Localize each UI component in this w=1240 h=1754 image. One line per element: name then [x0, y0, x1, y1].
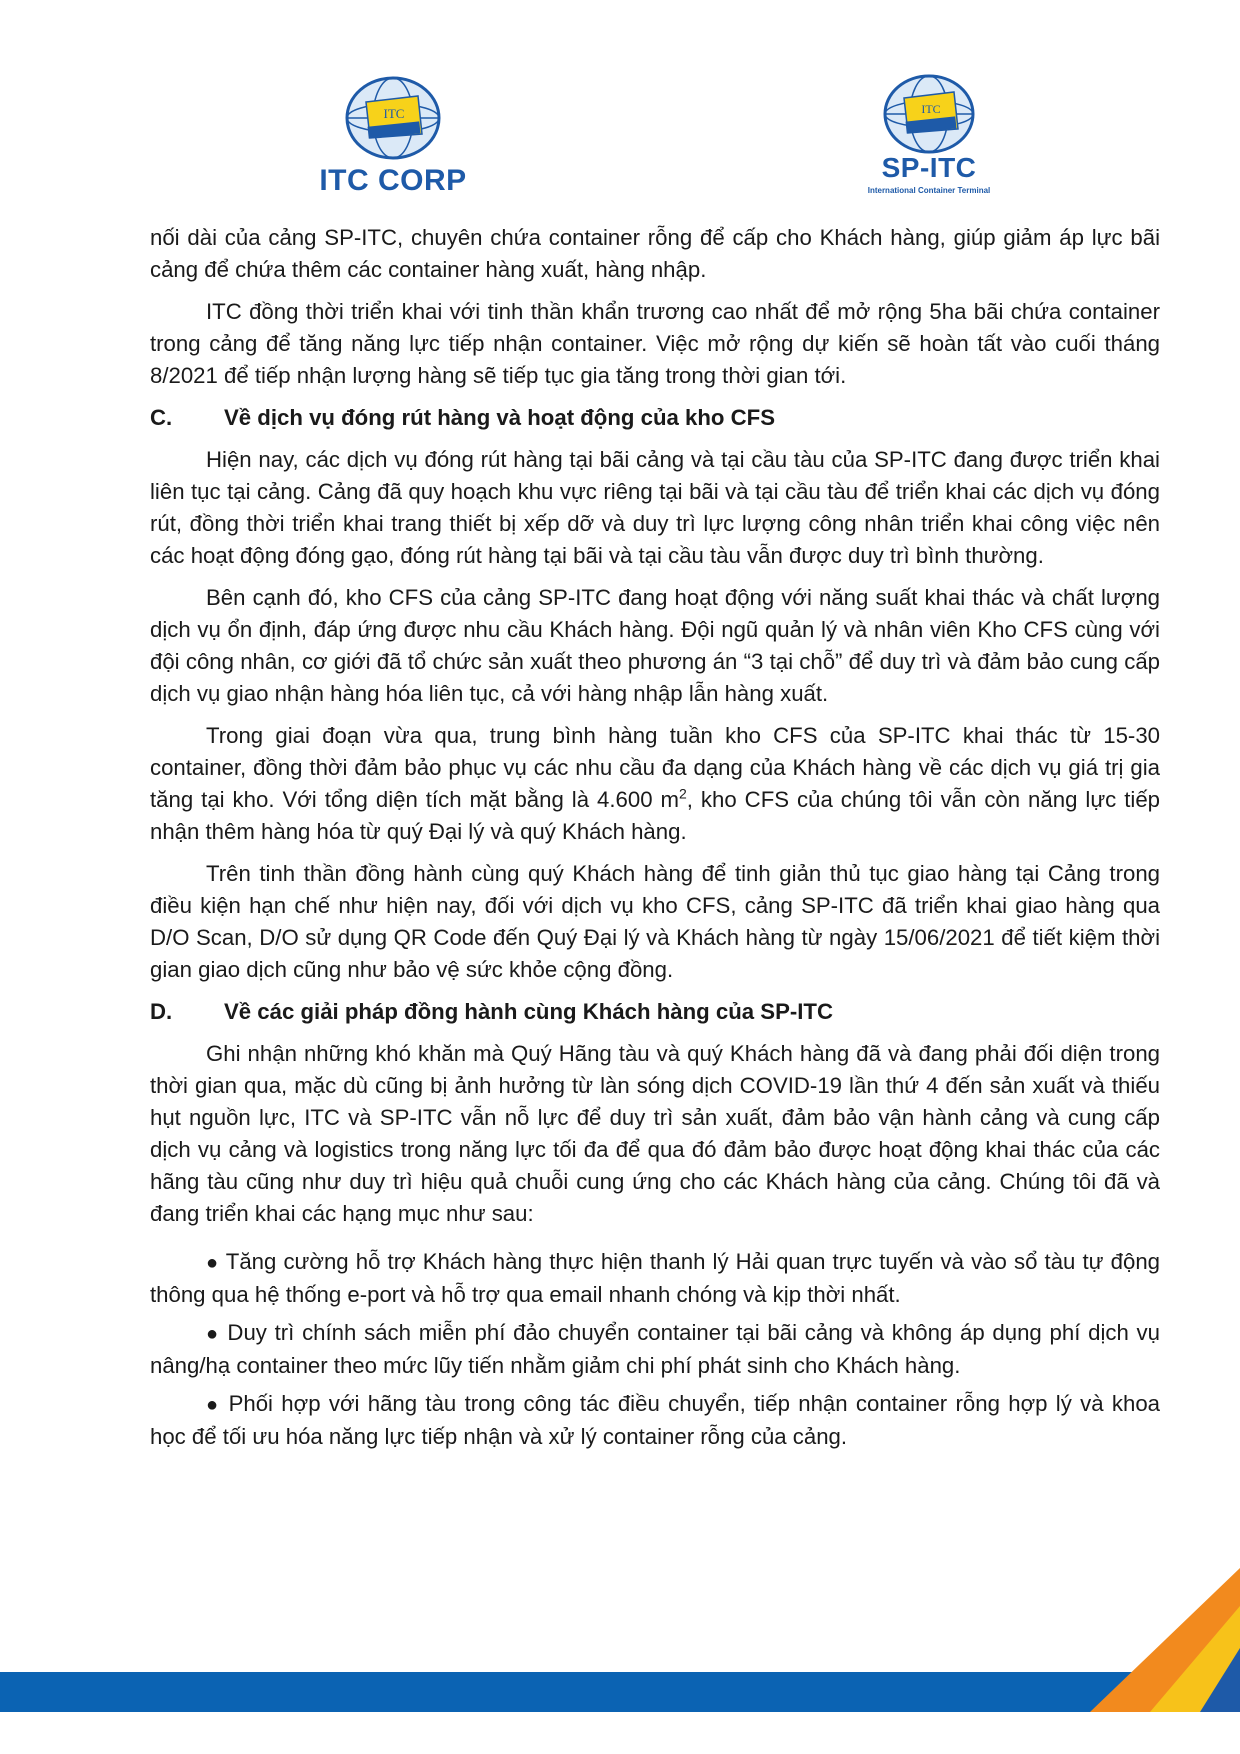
- list-item-text: Phối hợp với hãng tàu trong công tác điều chuyển, tiếp nhận container rỗng hợp lý và khoa học để tối ưu hóa năng lực tiếp nhận và xử lý container rỗng của cảng.: [150, 1391, 1160, 1449]
- bullet-icon: ●: [206, 1394, 221, 1416]
- bullet-icon: ●: [206, 1323, 220, 1345]
- footer-decoration: [0, 1568, 1240, 1754]
- paragraph-3: Hiện nay, các dịch vụ đóng rút hàng tại bãi cảng và tại cầu tàu của SP-ITC đang được triển khai liên tục tại cảng. Cảng đã quy hoạch khu vực riêng tại bãi và tại cầu tàu để triển khai các dịch vụ đóng rút, đồng thời triển khai trang thiết bị xếp dỡ và duy trì lực lượng công nhân triển khai công việc nên các hoạt động đóng gạo, đóng rút hàng tại bãi và tại cầu tàu vẫn được duy trì bình thường.: [150, 447, 1160, 568]
- svg-text:ITC: ITC: [383, 106, 405, 121]
- sp-itc-subtitle: International Container Terminal: [867, 186, 991, 195]
- sp-itc-wordmark: SP-ITC: [881, 152, 977, 183]
- itc-corp-wordmark: ITC CORP: [319, 164, 467, 197]
- section-heading-c: [150, 402, 1160, 434]
- sp-itc-logo: [854, 72, 1004, 198]
- paragraph-5-end: , kho CFS của chúng tôi vẫn còn năng lực tiếp nhận thêm hàng hóa từ quý Đại lý và quý Khách hàng.: [150, 787, 1161, 844]
- list-item: [150, 1388, 1160, 1453]
- section-letter: C.: [150, 405, 173, 430]
- paragraph-5: [150, 720, 1160, 848]
- list-item: [150, 1246, 1160, 1311]
- paragraph-4: Bên cạnh đó, kho CFS của cảng SP-ITC đang hoạt động với năng suất khai thác và chất lượng dịch vụ ổn định, đáp ứng được nhu cầu Khách hàng. Đội ngũ quản lý và nhân viên Kho CFS cùng với đội công nhân, cơ giới đã tổ chức sản xuất theo phương án “3 tại chỗ” để duy trì và đảm bảo cung cấp dịch vụ giao nhận hàng hóa liên tục, cả với hàng nhập lẫn hàng xuất.: [150, 585, 1160, 706]
- section-heading-d: [150, 996, 1160, 1028]
- section-title: Về các giải pháp đồng hành cùng Khách hàng của SP-ITC: [224, 999, 833, 1024]
- globe-icon: [854, 72, 1004, 158]
- list-item-text: Duy trì chính sách miễn phí đảo chuyển container tại bãi cảng và không áp dụng phí dịch vụ nâng/hạ container theo mức lũy tiến nhằm giảm chi phí phát sinh cho Khách hàng.: [150, 1320, 1160, 1378]
- list-item: [150, 1317, 1160, 1382]
- superscript: 2: [679, 785, 687, 802]
- globe-icon: [318, 76, 468, 166]
- itc-corp-logo: [318, 76, 468, 198]
- document-body: [150, 222, 1160, 1459]
- paragraph-1: nối dài của cảng SP-ITC, chuyên chứa container rỗng để cấp cho Khách hàng, giúp giảm áp lực bãi cảng để chứa thêm các container hàng xuất, hàng nhập.: [150, 225, 1160, 282]
- paragraph-6: Trên tinh thần đồng hành cùng quý Khách hàng để tinh giản thủ tục giao hàng tại Cảng trong điều kiện hạn chế như hiện nay, đối với dịch vụ kho CFS, cảng SP-ITC đã triển khai giao hàng qua D/O Scan, D/O sử dụng QR Code đến Quý Đại lý và Khách hàng từ ngày 15/06/2021 để tiết kiệm thời gian giao dịch cũng như bảo vệ sức khỏe cộng đồng.: [150, 861, 1160, 982]
- paragraph-7: Ghi nhận những khó khăn mà Quý Hãng tàu và quý Khách hàng đã và đang phải đối diện trong thời gian qua, mặc dù cũng bị ảnh hưởng từ làn sóng dịch COVID-19 lần thứ 4 đến sản xuất và thiếu hụt nguồn lực, ITC và SP-ITC vẫn nỗ lực để duy trì sản xuất, đảm bảo vận hành cảng và cung cấp dịch vụ cảng và logistics trong năng lực tối đa để qua đó đảm bảo được hoạt động khai thác của các hãng tàu cũng như duy trì hiệu quả chuỗi cung ứng cho các Khách hàng của cảng. Chúng tôi đã và đang triển khai các hạng mục như sau:: [150, 1041, 1160, 1226]
- footer-blue-band: [0, 1672, 1240, 1712]
- section-letter: D.: [150, 999, 173, 1024]
- paragraph-2: ITC đồng thời triển khai với tinh thần khẩn trương cao nhất để mở rộng 5ha bãi chứa container trong cảng để tăng năng lực tiếp nhận container. Việc mở rộng dự kiến sẽ hoàn tất vào cuối tháng 8/2021 để tiếp nhận lượng hàng sẽ tiếp tục gia tăng trong thời gian tới.: [150, 299, 1160, 388]
- list-item-text: Tăng cường hỗ trợ Khách hàng thực hiện thanh lý Hải quan trực tuyến và vào sổ tàu tự động thông qua hệ thống e-port và hỗ trợ qua email nhanh chóng và kịp thời nhất.: [150, 1249, 1161, 1307]
- paragraph-5-start: Trong giai đoạn vừa qua, trung bình hàng tuần kho CFS của SP-ITC khai thác từ 15-30 container, đồng thời đảm bảo phục vụ các nhu cầu đa dạng của Khách hàng về các dịch vụ giá trị gia tăng tại kho. Với tổng diện tích mặt bằng là 4.600 m: [150, 723, 1160, 812]
- svg-text:ITC: ITC: [921, 102, 941, 116]
- section-title: Về dịch vụ đóng rút hàng và hoạt động của kho CFS: [224, 405, 776, 430]
- bullet-icon: ●: [206, 1252, 220, 1274]
